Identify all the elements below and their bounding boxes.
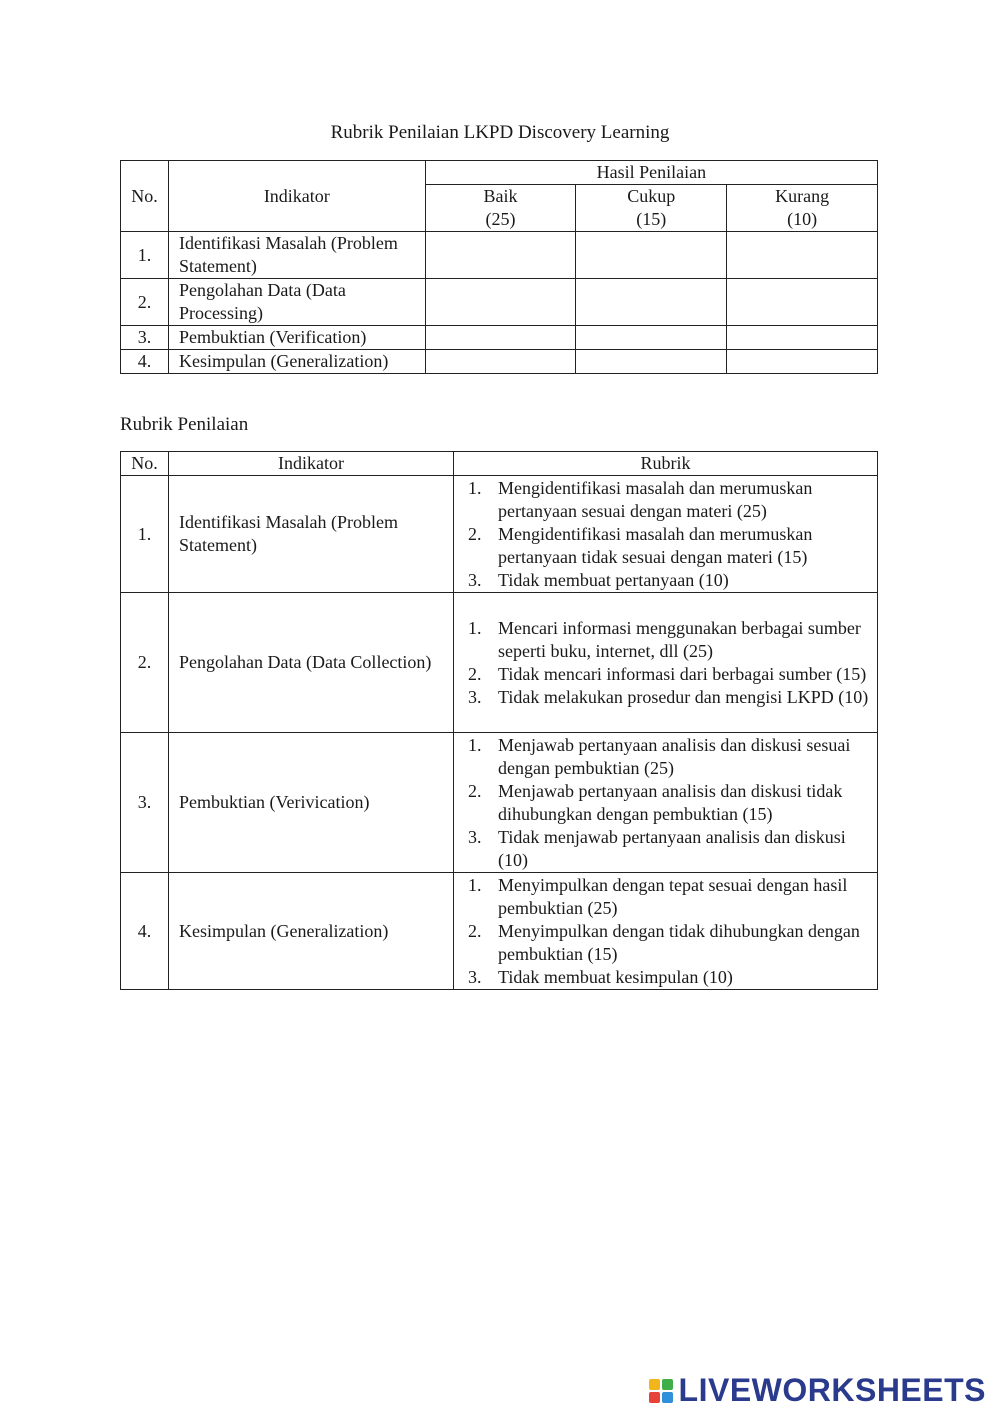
level-label: Kurang — [775, 186, 830, 206]
row-number: 3. — [121, 733, 169, 873]
list-item — [468, 734, 873, 780]
header-no: No. — [121, 161, 169, 232]
header-level-baik — [425, 185, 576, 232]
rubric-list — [468, 874, 873, 989]
header-no: No. — [121, 452, 169, 476]
rubric-list — [468, 477, 873, 592]
row-number: 1. — [121, 476, 169, 593]
list-item — [468, 780, 873, 826]
score-cell-baik[interactable] — [425, 350, 576, 374]
header-hasil-penilaian: Hasil Penilaian — [425, 161, 877, 185]
row-number: 2. — [121, 593, 169, 733]
header-level-kurang — [727, 185, 878, 232]
page-title: Rubrik Penilaian LKPD Discovery Learning — [330, 122, 670, 143]
rubric-list — [468, 617, 873, 709]
score-cell-cukup[interactable] — [576, 326, 727, 350]
table-row — [121, 279, 878, 326]
logo-square — [649, 1392, 660, 1403]
list-item — [468, 920, 873, 966]
item-number: 1. — [468, 477, 482, 498]
row-number: 3. — [121, 326, 169, 350]
list-item — [468, 523, 873, 569]
liveworksheets-logo[interactable] — [649, 1372, 986, 1409]
row-indikator: Kesimpulan (Generalization) — [168, 350, 425, 374]
rubric-table — [120, 451, 878, 990]
header-rubrik: Rubrik — [454, 452, 878, 476]
table-row — [121, 593, 878, 733]
row-indikator: Identifikasi Masalah (Problem Statement) — [169, 476, 454, 593]
score-cell-cukup[interactable] — [576, 350, 727, 374]
list-item — [468, 477, 873, 523]
list-item — [468, 686, 873, 709]
item-number: 2. — [468, 780, 482, 801]
item-number: 1. — [468, 874, 482, 895]
header-level-cukup — [576, 185, 727, 232]
item-text: Mencari informasi menggunakan berbagai sumber seperti buku, internet, dll (25) — [498, 617, 861, 661]
item-number: 2. — [468, 663, 482, 684]
table-row — [121, 873, 878, 990]
row-indikator: Kesimpulan (Generalization) — [169, 873, 454, 990]
table-row — [121, 733, 878, 873]
item-number: 3. — [468, 966, 482, 987]
table-row — [121, 326, 878, 350]
logo-square — [662, 1379, 673, 1390]
item-text: Menjawab pertanyaan analisis dan diskusi sesuai dengan pembuktian (25) — [498, 734, 851, 778]
score-cell-baik[interactable] — [425, 279, 576, 326]
item-text: Menjawab pertanyaan analisis dan diskusi tidak dihubungkan dengan pembuktian (15) — [498, 780, 843, 824]
row-indikator: Identifikasi Masalah (Problem Statement) — [168, 232, 425, 279]
score-cell-kurang[interactable] — [727, 279, 878, 326]
list-item — [468, 966, 873, 989]
logo-square — [649, 1379, 660, 1390]
list-item — [468, 617, 873, 663]
header-indikator: Indikator — [169, 452, 454, 476]
row-indikator: Pembuktian (Verification) — [168, 326, 425, 350]
row-number: 4. — [121, 873, 169, 990]
row-indikator: Pengolahan Data (Data Processing) — [168, 279, 425, 326]
rubric-cell — [454, 733, 878, 873]
row-number: 1. — [121, 232, 169, 279]
item-text: Tidak melakukan prosedur dan mengisi LKPD (10) — [498, 686, 869, 707]
header-indikator: Indikator — [168, 161, 425, 232]
score-cell-kurang[interactable] — [727, 350, 878, 374]
score-cell-kurang[interactable] — [727, 326, 878, 350]
score-cell-baik[interactable] — [425, 232, 576, 279]
table-row — [121, 232, 878, 279]
item-text: Menyimpulkan dengan tidak dihubungkan dengan pembuktian (15) — [498, 920, 860, 964]
list-item — [468, 826, 873, 872]
table-row — [121, 476, 878, 593]
row-number: 2. — [121, 279, 169, 326]
item-number: 2. — [468, 920, 482, 941]
item-text: Tidak membuat pertanyaan (10) — [498, 569, 729, 590]
item-number: 3. — [468, 569, 482, 590]
item-number: 3. — [468, 686, 482, 707]
score-cell-kurang[interactable] — [727, 232, 878, 279]
level-label: Cukup — [627, 186, 676, 206]
item-text: Mengidentifikasi masalah dan merumuskan pertanyaan sesuai dengan materi (25) — [498, 477, 813, 521]
item-number: 3. — [468, 826, 482, 847]
table-header-row — [121, 452, 878, 476]
rubric-cell — [454, 593, 878, 733]
table-row — [121, 350, 878, 374]
item-text: Mengidentifikasi masalah dan merumuskan pertanyaan tidak sesuai dengan materi (15) — [498, 523, 813, 567]
table-header-row — [121, 161, 878, 185]
item-number: 1. — [468, 617, 482, 638]
item-number: 1. — [468, 734, 482, 755]
score-cell-cukup[interactable] — [576, 232, 727, 279]
level-score: (25) — [485, 209, 516, 229]
item-text: Menyimpulkan dengan tepat sesuai dengan hasil pembuktian (25) — [498, 874, 848, 918]
logo-square — [662, 1392, 673, 1403]
row-number: 4. — [121, 350, 169, 374]
logo-grid-icon — [649, 1379, 673, 1403]
assessment-table — [120, 160, 878, 374]
logo-text: LIVEWORKSHEETS — [678, 1372, 986, 1408]
level-label: Baik — [483, 186, 518, 206]
rubric-cell — [454, 476, 878, 593]
level-score: (10) — [787, 209, 818, 229]
item-text: Tidak mencari informasi dari berbagai sumber (15) — [498, 663, 867, 684]
score-cell-baik[interactable] — [425, 326, 576, 350]
list-item — [468, 569, 873, 592]
item-text: Tidak menjawab pertanyaan analisis dan diskusi (10) — [498, 826, 846, 870]
score-cell-cukup[interactable] — [576, 279, 727, 326]
level-score: (15) — [636, 209, 667, 229]
list-item — [468, 663, 873, 686]
section-label: Rubrik Penilaian — [120, 414, 249, 435]
row-indikator: Pengolahan Data (Data Collection) — [169, 593, 454, 733]
item-text: Tidak membuat kesimpulan (10) — [498, 966, 733, 987]
list-item — [468, 874, 873, 920]
rubric-cell — [454, 873, 878, 990]
item-number: 2. — [468, 523, 482, 544]
row-indikator: Pembuktian (Verivication) — [169, 733, 454, 873]
rubric-list — [468, 734, 873, 872]
